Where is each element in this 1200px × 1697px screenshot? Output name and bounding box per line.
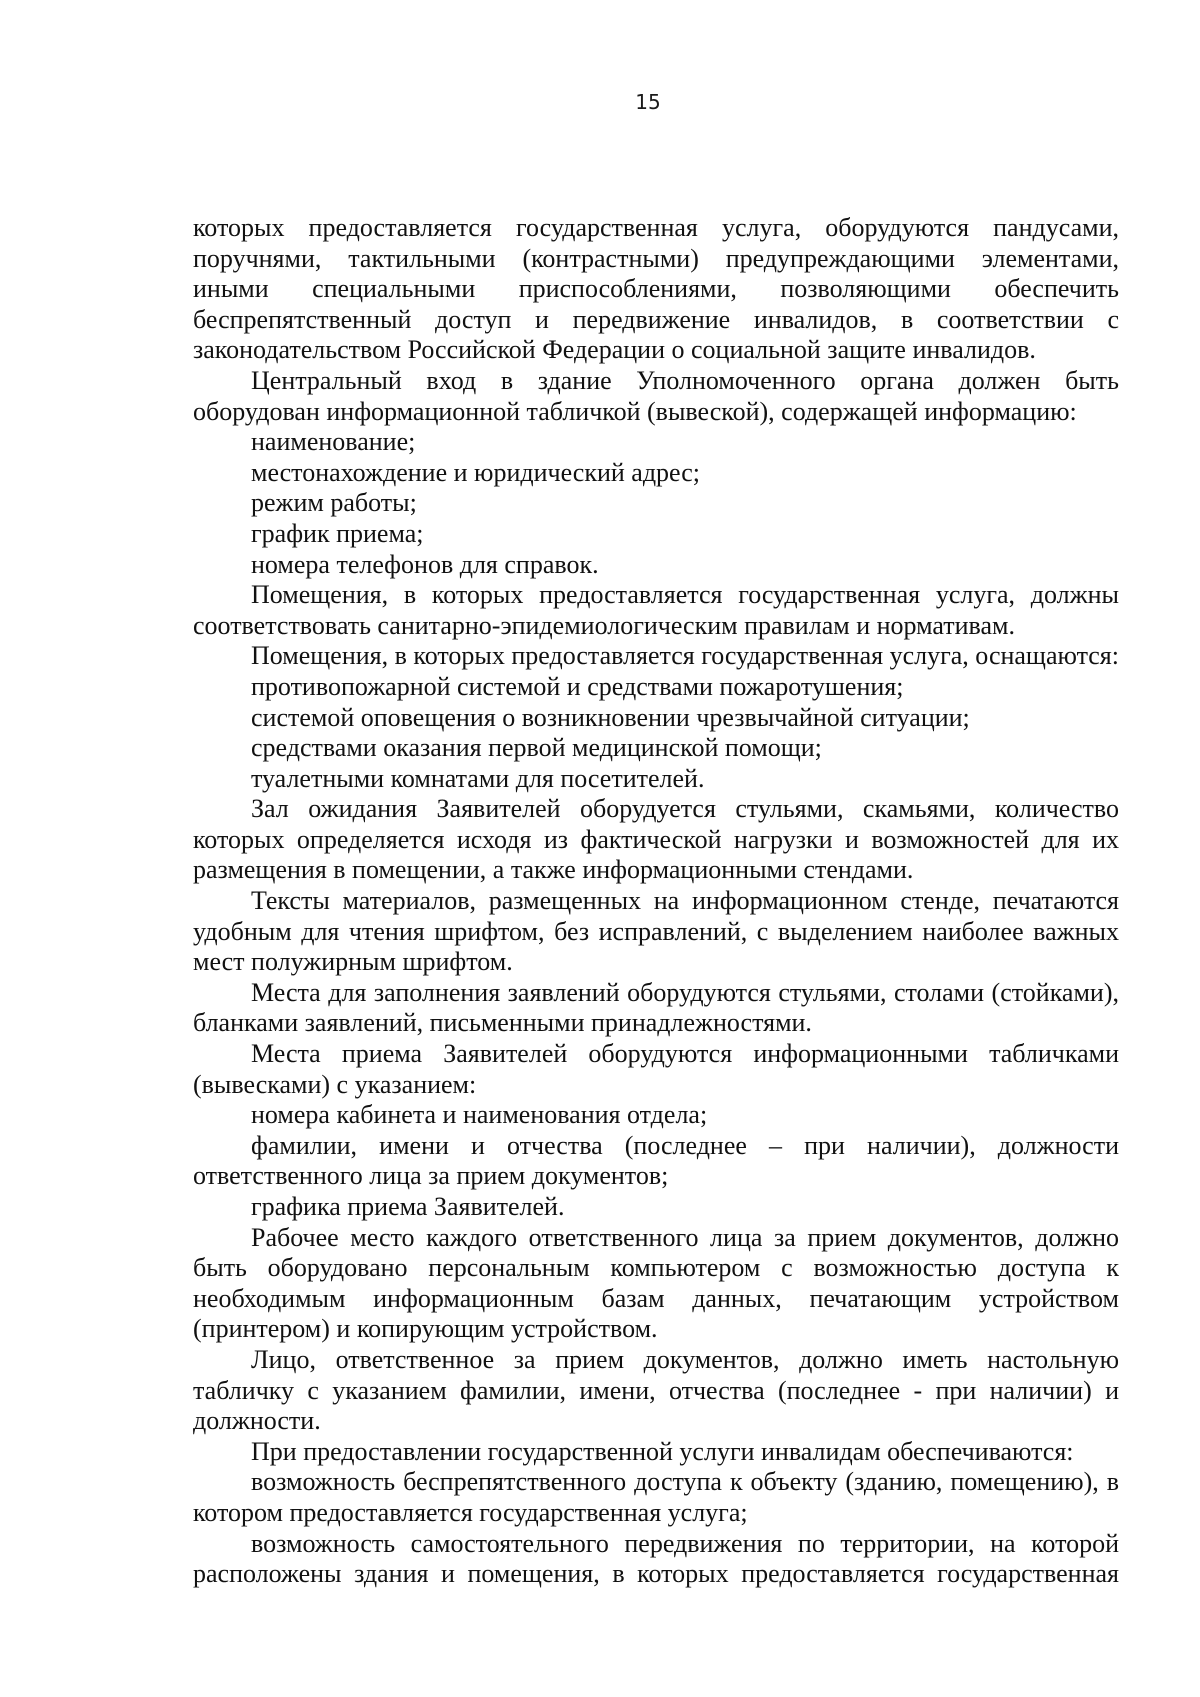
paragraph: Места приема Заявителей оборудуются информационными табличками (вывесками) с указанием: (193, 1039, 1119, 1099)
list-item: туалетными комнатами для посетителей. (251, 763, 705, 793)
document-body (193, 213, 1119, 1590)
paragraph: При предоставлении государственной услуги инвалидам обеспечиваются: (251, 1436, 1074, 1466)
paragraph: Помещения, в которых предоставляется государственная услуга, оснащаются: (251, 641, 1119, 671)
list-item: режим работы; (251, 488, 417, 518)
list-item: наименование; (251, 427, 416, 457)
paragraph: Лицо, ответственное за прием документов, должно иметь настольную табличку с указанием фамилии, имени, отчества (последнее - при наличии) и должности. (193, 1344, 1119, 1436)
paragraph: которых предоставляется государственная услуга, оборудуются пандусами, поручнями, тактильными (контрастными) предупреждающими элементами, иными специальными приспособлениями, позволяющими обеспечить беспрепятственный доступ и передвижение инвалидов, в соответствии с законодательством Российской Федерации о социальной защите инвалидов. (193, 213, 1119, 365)
list-item: противопожарной системой и средствами пожаротушения; (251, 671, 904, 701)
paragraph: Помещения, в которых предоставляется государственная услуга, должны соответствовать санитарно-эпидемиологическим правилам и нормативам. (193, 580, 1119, 640)
list-item: номера кабинета и наименования отдела; (251, 1100, 708, 1130)
list-item: номера телефонов для справок. (251, 549, 599, 579)
list-item: системой оповещения о возникновении чрезвычайной ситуации; (251, 702, 970, 732)
list-item: график приема; (251, 518, 424, 548)
paragraph: Зал ожидания Заявителей оборудуется стульями, скамьями, количество которых определяется исходя из фактической нагрузки и возможностей для их размещения в помещении, а также информационными стендами. (193, 794, 1119, 885)
list-item: местонахождение и юридический адрес; (251, 457, 700, 487)
list-item: средствами оказания первой медицинской помощи; (251, 733, 822, 763)
paragraph: Места для заполнения заявлений оборудуются стульями, столами (стойками), бланками заявлений, письменными принадлежностями. (193, 977, 1119, 1038)
list-item: возможность самостоятельного передвижения по территории, на которой расположены здания и помещения, в которых предоставляется государственная (193, 1528, 1119, 1589)
page-number: 15 (635, 90, 661, 114)
list-item: фамилии, имени и отчества (последнее – при наличии), должности ответственного лица за прием документов; (193, 1130, 1119, 1191)
list-item: возможность беспрепятственного доступа к объекту (зданию, помещению), в котором предоставляется государственная услуга; (193, 1467, 1119, 1527)
paragraph: Тексты материалов, размещенных на информационном стенде, печатаются удобным для чтения шрифтом, без исправлений, с выделением наиболее важных мест полужирным шрифтом. (193, 886, 1119, 977)
list-item: графика приема Заявителей. (251, 1192, 565, 1221)
paragraph: Центральный вход в здание Уполномоченного органа должен быть оборудован информационной табличкой (вывеской), содержащей информацию: (193, 365, 1119, 426)
paragraph: Рабочее место каждого ответственного лица за прием документов, должно быть оборудовано персональным компьютером с возможностью доступа к необходимым информационным базам данных, печатающим устройством (принтером) и копирующим устройством. (193, 1222, 1119, 1344)
